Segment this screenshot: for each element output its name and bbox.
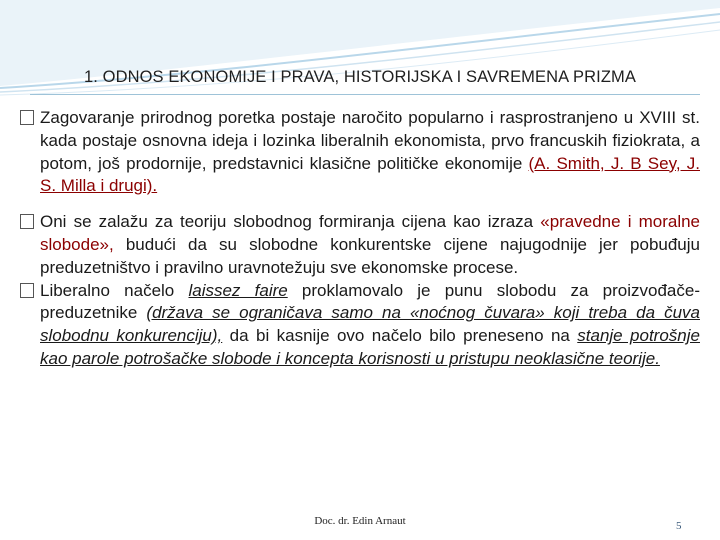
paragraph-natural-order	[20, 107, 700, 198]
quote-fair-freedom: «pravedne i moralne slobode»,	[40, 212, 701, 254]
state-role-phrase: (država se ograničava samo na «noćnog čuvara» koji treba da čuva slobodnu konkurenciju),	[40, 303, 700, 346]
paragraph-free-prices	[20, 211, 700, 279]
paragraph-text: da bi kasnije ovo načelo bilo preneseno na	[222, 326, 578, 346]
title-divider	[30, 94, 700, 95]
paragraph-text: Zagovaranje prirodnog poretka postaje naročito popularno i rasprostranjeno u XVIII st. kada postaje osnovna ideja i lozinka liberalnih ekonomista, prvo francuskih fiziokrata, a potom, još prodornije, predstavnici klasične političke ekonomije	[40, 108, 700, 173]
term-laissez-faire: laissez faire	[188, 280, 288, 300]
footer-author: Doc. dr. Edin Arnaut	[314, 515, 406, 527]
reference-authors: (A. Smith, J. B Sey, J. S. Milla i drugi).	[40, 153, 700, 196]
paragraph-text: budući da su slobodne konkurentske cijene najugodnije jer pobuđuju preduzetništvo i pravilno uravnotežuju sve ekonomske procese.	[40, 234, 700, 277]
paragraph-text: Oni se zalažu za teoriju slobodnog formiranja cijena kao izraza	[40, 212, 541, 232]
consumer-phrase: stanje potrošnje kao parole potrošačke slobode i koncepta korisnosti u pristupu neoklasične teorije.	[40, 326, 700, 368]
checkbox-bullet-icon	[20, 110, 34, 125]
paragraph-text: proklamovalo je punu slobodu za proizvođače-preduzetnike	[40, 280, 700, 323]
slide-title: 1. ODNOS EKONOMIJE I PRAVA, HISTORIJSKA I SAVREMENA PRIZMA	[84, 68, 636, 86]
checkbox-bullet-icon	[20, 283, 34, 298]
page-number: 5	[676, 520, 682, 532]
checkbox-bullet-icon	[20, 214, 34, 229]
slide-content	[20, 107, 700, 371]
paragraph-laissez-faire	[20, 280, 700, 371]
paragraph-text: Liberalno načelo	[40, 280, 189, 300]
